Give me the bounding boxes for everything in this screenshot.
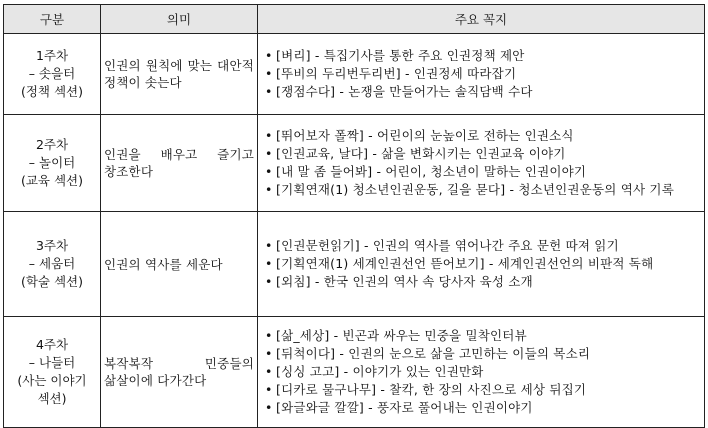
list-item: • [기획연재(1) 청소년인권운동, 길을 묻다] - 청소년인권운동의 역사 기록 xyxy=(263,181,700,199)
list-item: • [삶_세상] - 빈곤과 싸우는 민중을 밀착인터뷰 xyxy=(263,327,700,345)
meaning-cell: 인권의 원칙에 맞는 대안적 정책이 솟는다 xyxy=(101,34,258,115)
points-cell xyxy=(258,34,705,115)
list-item: • [뛰어보자 폴짝] - 어린이의 눈높이로 전하는 인권소식 xyxy=(263,127,700,145)
list-item: • [내 말 좀 들어봐] - 어린이, 청소년이 말하는 인권이야기 xyxy=(263,163,700,181)
section-type: (학술 섹션) xyxy=(20,274,84,289)
section-type: (교육 섹션) xyxy=(20,173,84,188)
list-item: • [기획연재(1) 세계인권선언 뜯어보기] - 세계인권선언의 비판적 독해 xyxy=(263,255,700,273)
section-type-cont: 섹션) xyxy=(37,391,67,406)
week-cell xyxy=(4,115,101,212)
meaning-cell: 인권의 역사를 세운다 xyxy=(101,212,258,317)
list-item: • [와글와글 깔깔] - 풍자로 풀어내는 인권이야기 xyxy=(263,399,700,417)
week-cell xyxy=(4,212,101,317)
points-cell xyxy=(258,115,705,212)
meaning-cell: 인권을 배우고 즐기고 창조한다 xyxy=(101,115,258,212)
section-name: – 솟을터 xyxy=(28,66,76,81)
week-number: 4주차 xyxy=(35,337,69,352)
header-meaning: 의미 xyxy=(101,5,258,34)
list-item: • [디카로 물구나무] - 찰칵, 한 장의 사진으로 세상 뒤집기 xyxy=(263,381,700,399)
table-row xyxy=(4,212,705,317)
section-type: (사는 이야기 xyxy=(17,373,87,388)
week-number: 3주차 xyxy=(35,238,69,253)
week-cell xyxy=(4,317,101,428)
list-item: • [인권문헌읽기] - 인권의 역사를 엮어나간 주요 문헌 따져 읽기 xyxy=(263,237,700,255)
table-row xyxy=(4,317,705,428)
list-item: • [싱싱 고고] - 이야기가 있는 인권만화 xyxy=(263,363,700,381)
table-row xyxy=(4,115,705,212)
list-item: • [외침] - 한국 인권의 역사 속 당사자 육성 소개 xyxy=(263,273,700,291)
section-name: – 나들터 xyxy=(28,355,76,370)
section-name: – 놀이터 xyxy=(28,155,76,170)
weekly-section-table xyxy=(3,4,705,428)
week-cell xyxy=(4,34,101,115)
header-category: 구분 xyxy=(4,5,101,34)
table-header-row xyxy=(4,5,705,34)
table-row xyxy=(4,34,705,115)
week-number: 1주차 xyxy=(35,48,69,63)
header-main-features: 주요 꼭지 xyxy=(258,5,705,34)
list-item: • [뚜비의 두리번두리번] - 인권정세 따라잡기 xyxy=(263,65,700,83)
points-cell xyxy=(258,317,705,428)
section-name: – 세움터 xyxy=(28,256,76,271)
list-item: • [뒤척이다] - 인권의 눈으로 삶을 고민하는 이들의 목소리 xyxy=(263,345,700,363)
meaning-cell: 복작복작 민중들의 삶살이에 다가간다 xyxy=(101,317,258,428)
list-item: • [벼리] - 특집기사를 통한 주요 인권정책 제안 xyxy=(263,47,700,65)
list-item: • [쟁점수다] - 논쟁을 만들어가는 솔직담백 수다 xyxy=(263,83,700,101)
section-type: (정책 섹션) xyxy=(20,84,84,99)
points-cell xyxy=(258,212,705,317)
list-item: • [인권교육, 날다] - 삶을 변화시키는 인권교육 이야기 xyxy=(263,145,700,163)
week-number: 2주차 xyxy=(35,137,69,152)
